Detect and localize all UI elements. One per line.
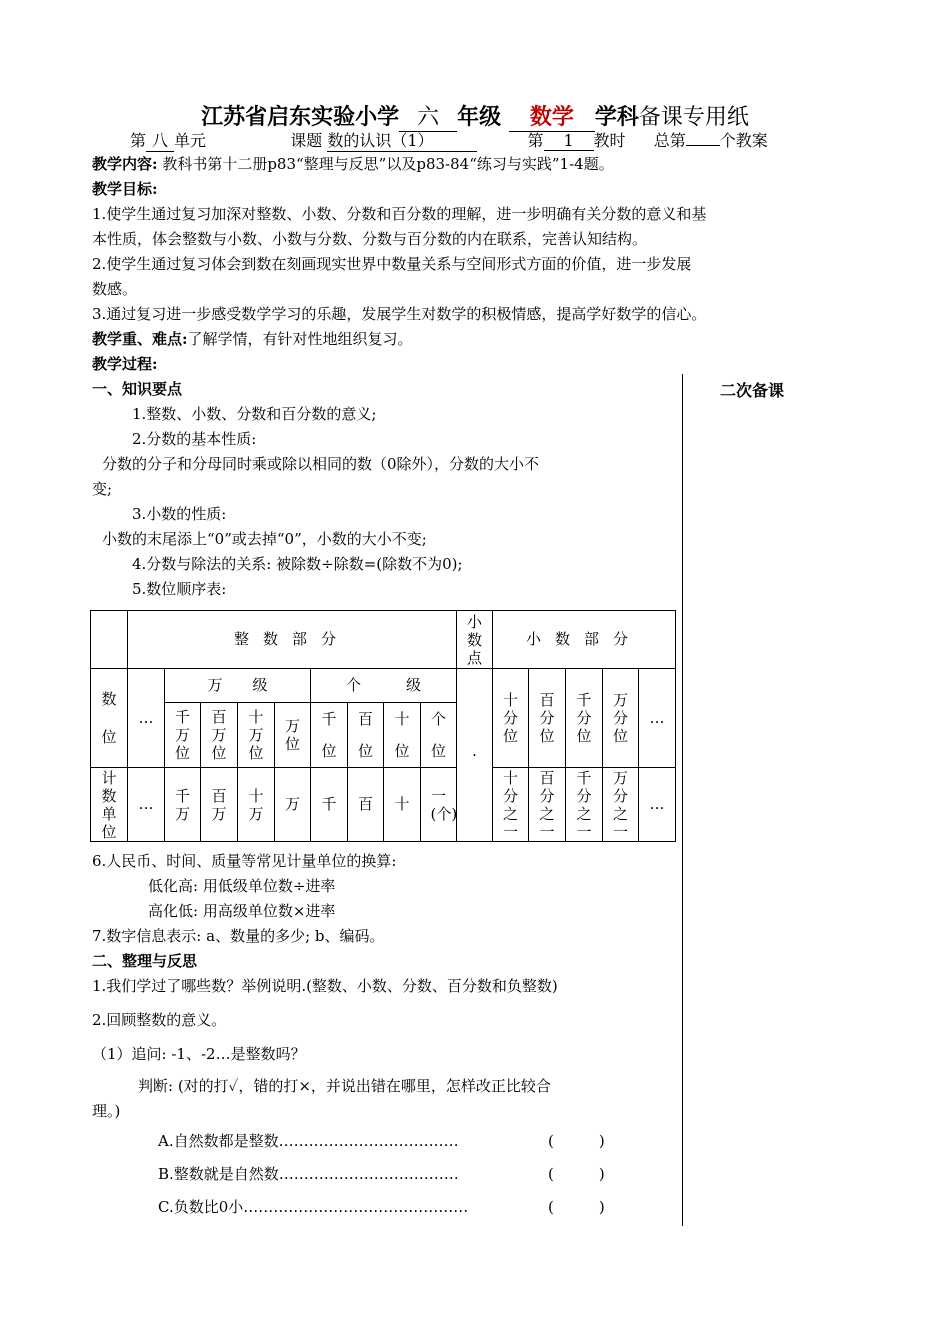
subject-label: 学科 [594,104,639,130]
column-divider [682,374,683,1226]
s1-line1: 1.整数、小数、分数和百分数的意义; [132,405,377,423]
int-digit-1 [201,703,238,768]
int-digit-1-text: 百万位 [211,708,227,762]
int-unit-2 [238,768,275,842]
dec-unit-0-text: 十分之一 [502,768,518,841]
dec-digit-3 [603,669,639,768]
goal-2b: 数感。 [92,280,138,298]
s1-line2: 2.分数的基本性质: [132,430,257,448]
unit-suffix: 单元 [174,131,207,150]
place-value-table [90,610,676,842]
int-unit-4: 千 [311,768,348,842]
s2-item-a-paren: ( ) [548,1132,605,1150]
int-digit-2-text: 十万位 [248,708,264,762]
unit-row-label-text: 计数单位 [101,768,117,841]
dec-digit-1 [529,669,566,768]
wan-level: 万 级 [165,669,311,703]
total-value [686,145,720,146]
school-name: 江苏省启东实验小学 [201,104,400,130]
s2-item-c: C.负数比0小……………………………………… [158,1198,469,1216]
digit-row-label-text: 数位 [101,690,117,746]
int-digit-2 [238,703,275,768]
dec-digit-2-text: 千分位 [576,691,592,745]
s1-line9: 7.数字信息表示: a、数量的多少; b、编码。 [92,927,385,945]
s2-item-b: B.整数就是自然数……………………………… [158,1165,459,1183]
dec-digit-0-text: 十分位 [502,691,518,745]
ge-level: 个 级 [311,669,457,703]
key-label: 教学重、难点: [92,330,188,348]
int-unit-7-text: 一(个) [430,786,458,823]
title-suffix: 备课专用纸 [638,105,749,130]
int-unit-2-text: 十万 [248,786,264,823]
int-unit-7 [421,768,457,842]
dec-ellipsis: … [639,669,676,768]
unit-prefix: 第 [130,131,147,150]
process-label: 教学过程: [92,355,158,373]
dec-digit-0 [493,669,529,768]
int-unit-1 [201,768,238,842]
int-digit-0-text: 千万位 [174,708,190,762]
corner-cell [91,611,128,669]
grade-value: 六 [399,100,457,132]
int-digit-5-text: 百位 [357,710,373,760]
section1-title: 一、知识要点 [92,380,183,398]
content-label: 教学内容: [92,155,158,173]
goal-1a: 1.使学生通过复习加深对整数、小数、分数和百分数的理解，进一步明确有关分数的意义和基 [92,205,707,223]
s1-line5: 小数的末尾添上“0”或去掉“0”，小数的大小不变; [102,530,427,548]
s2-q2: 2.回顾整数的意义。 [92,1011,227,1029]
int-digit-5 [348,703,384,768]
point-header [457,611,493,669]
int-part-header: 整数部分 [128,611,457,669]
s1-line8: 6.人民币、时间、质量等常见计量单位的换算: [92,852,397,870]
unit-value: 八 [146,128,174,152]
dec-unit-1 [529,768,566,842]
goals-label: 教学目标: [92,180,158,198]
dec-unit-3 [603,768,639,842]
side-label: 二次备课 [720,381,785,400]
int-unit-0-text: 千万 [174,786,190,823]
dec-unit-3-text: 万分之一 [612,768,628,841]
content-line [92,153,614,174]
s1-low-to-high: 低化高: 用低级单位数÷进率 [148,877,336,895]
digit-row-label [91,669,128,768]
dec-unit-2 [566,768,603,842]
dec-digit-3-text: 万分位 [612,691,628,745]
dec-unit-2-text: 千分之一 [576,768,592,841]
s2-q2-1: （1）追问: -1、-2…是整数吗？ [92,1045,306,1063]
period-suffix: 教时 [593,131,626,150]
s1-line3a: 分数的分子和分母同时乘或除以相同的数（0除外），分数的大小不 [102,455,540,473]
dec-part-header: 小数部分 [493,611,676,669]
topic-label: 课题 [290,131,323,150]
s2-judge-b: 理。) [92,1102,121,1120]
period-prefix: 第 [527,131,544,150]
int-digit-6-text: 十位 [394,710,410,760]
int-digit-4 [311,703,348,768]
lesson-meta [130,128,768,152]
s1-line4: 3.小数的性质: [132,505,227,523]
int-unit-6: 十 [384,768,421,842]
content-text: 教科书第十二册p83“整理与反思”以及p83-84“练习与实践”1-4题。 [162,155,614,173]
int-digit-7-text: 个位 [430,710,446,760]
s1-line6: 4.分数与除法的关系: 被除数÷除数=(除数不为0); [132,555,463,573]
goal-3: 3.通过复习进一步感受数学学习的乐趣，发展学生对数学的积极情感，提高学好数学的信心。 [92,305,707,323]
dec-unit-0 [493,768,529,842]
key-line [92,328,413,349]
key-text: 了解学情，有针对性地组织复习。 [187,330,413,348]
int-unit-0 [165,768,201,842]
int-digit-7 [421,703,457,768]
int-digit-3-text: 万位 [284,717,300,753]
s1-line7: 5.数位顺序表: [132,580,227,598]
s1-high-to-low: 高化低: 用高级单位数×进率 [148,902,336,920]
total-suffix: 个教案 [719,131,768,150]
goal-2a: 2.使学生通过复习体会到数在刻画现实世界中数量关系与空间形式方面的价值，进一步发展 [92,255,692,273]
total-prefix: 总第 [653,131,686,150]
int-ellipsis: … [128,669,165,768]
s2-item-b-paren: ( ) [548,1165,605,1183]
s2-q1: 1.我们学过了哪些数？举例说明.(整数、小数、分数、百分数和负整数) [92,977,558,995]
unit-row-label [91,768,128,842]
grade-label: 年级 [457,104,502,130]
period-value: 1 [544,131,594,151]
s2-item-a: A.自然数都是整数……………………………… [158,1132,459,1150]
int-digit-6 [384,703,421,768]
subject-value: 数学 [509,100,595,132]
s2-item-c-paren: ( ) [548,1198,605,1216]
goal-1b: 本性质，体会整数与小数、小数与分数、分数与百分数的内在联系，完善认知结构。 [92,230,648,248]
topic-value: 数的认识（1） [327,128,477,152]
unit-int-ellipsis: … [128,768,165,842]
decimal-point: · [457,669,493,842]
dec-digit-2 [566,669,603,768]
int-digit-4-text: 千位 [321,710,337,760]
int-unit-1-text: 百万 [211,786,227,823]
s2-judge-a: 判断: (对的打✓，错的打×，并说出错在哪里，怎样改正比较合 [138,1077,551,1095]
s1-line3b: 变; [92,480,113,498]
int-digit-3 [275,703,311,768]
unit-dec-ellipsis: … [639,768,676,842]
int-unit-3: 万 [275,768,311,842]
dec-unit-1-text: 百分之一 [539,768,555,841]
int-unit-5: 百 [348,768,384,842]
point-header-text: 小数点 [466,612,482,667]
section2-title: 二、整理与反思 [92,952,198,970]
int-digit-0 [165,703,201,768]
dec-digit-1-text: 百分位 [539,691,555,745]
